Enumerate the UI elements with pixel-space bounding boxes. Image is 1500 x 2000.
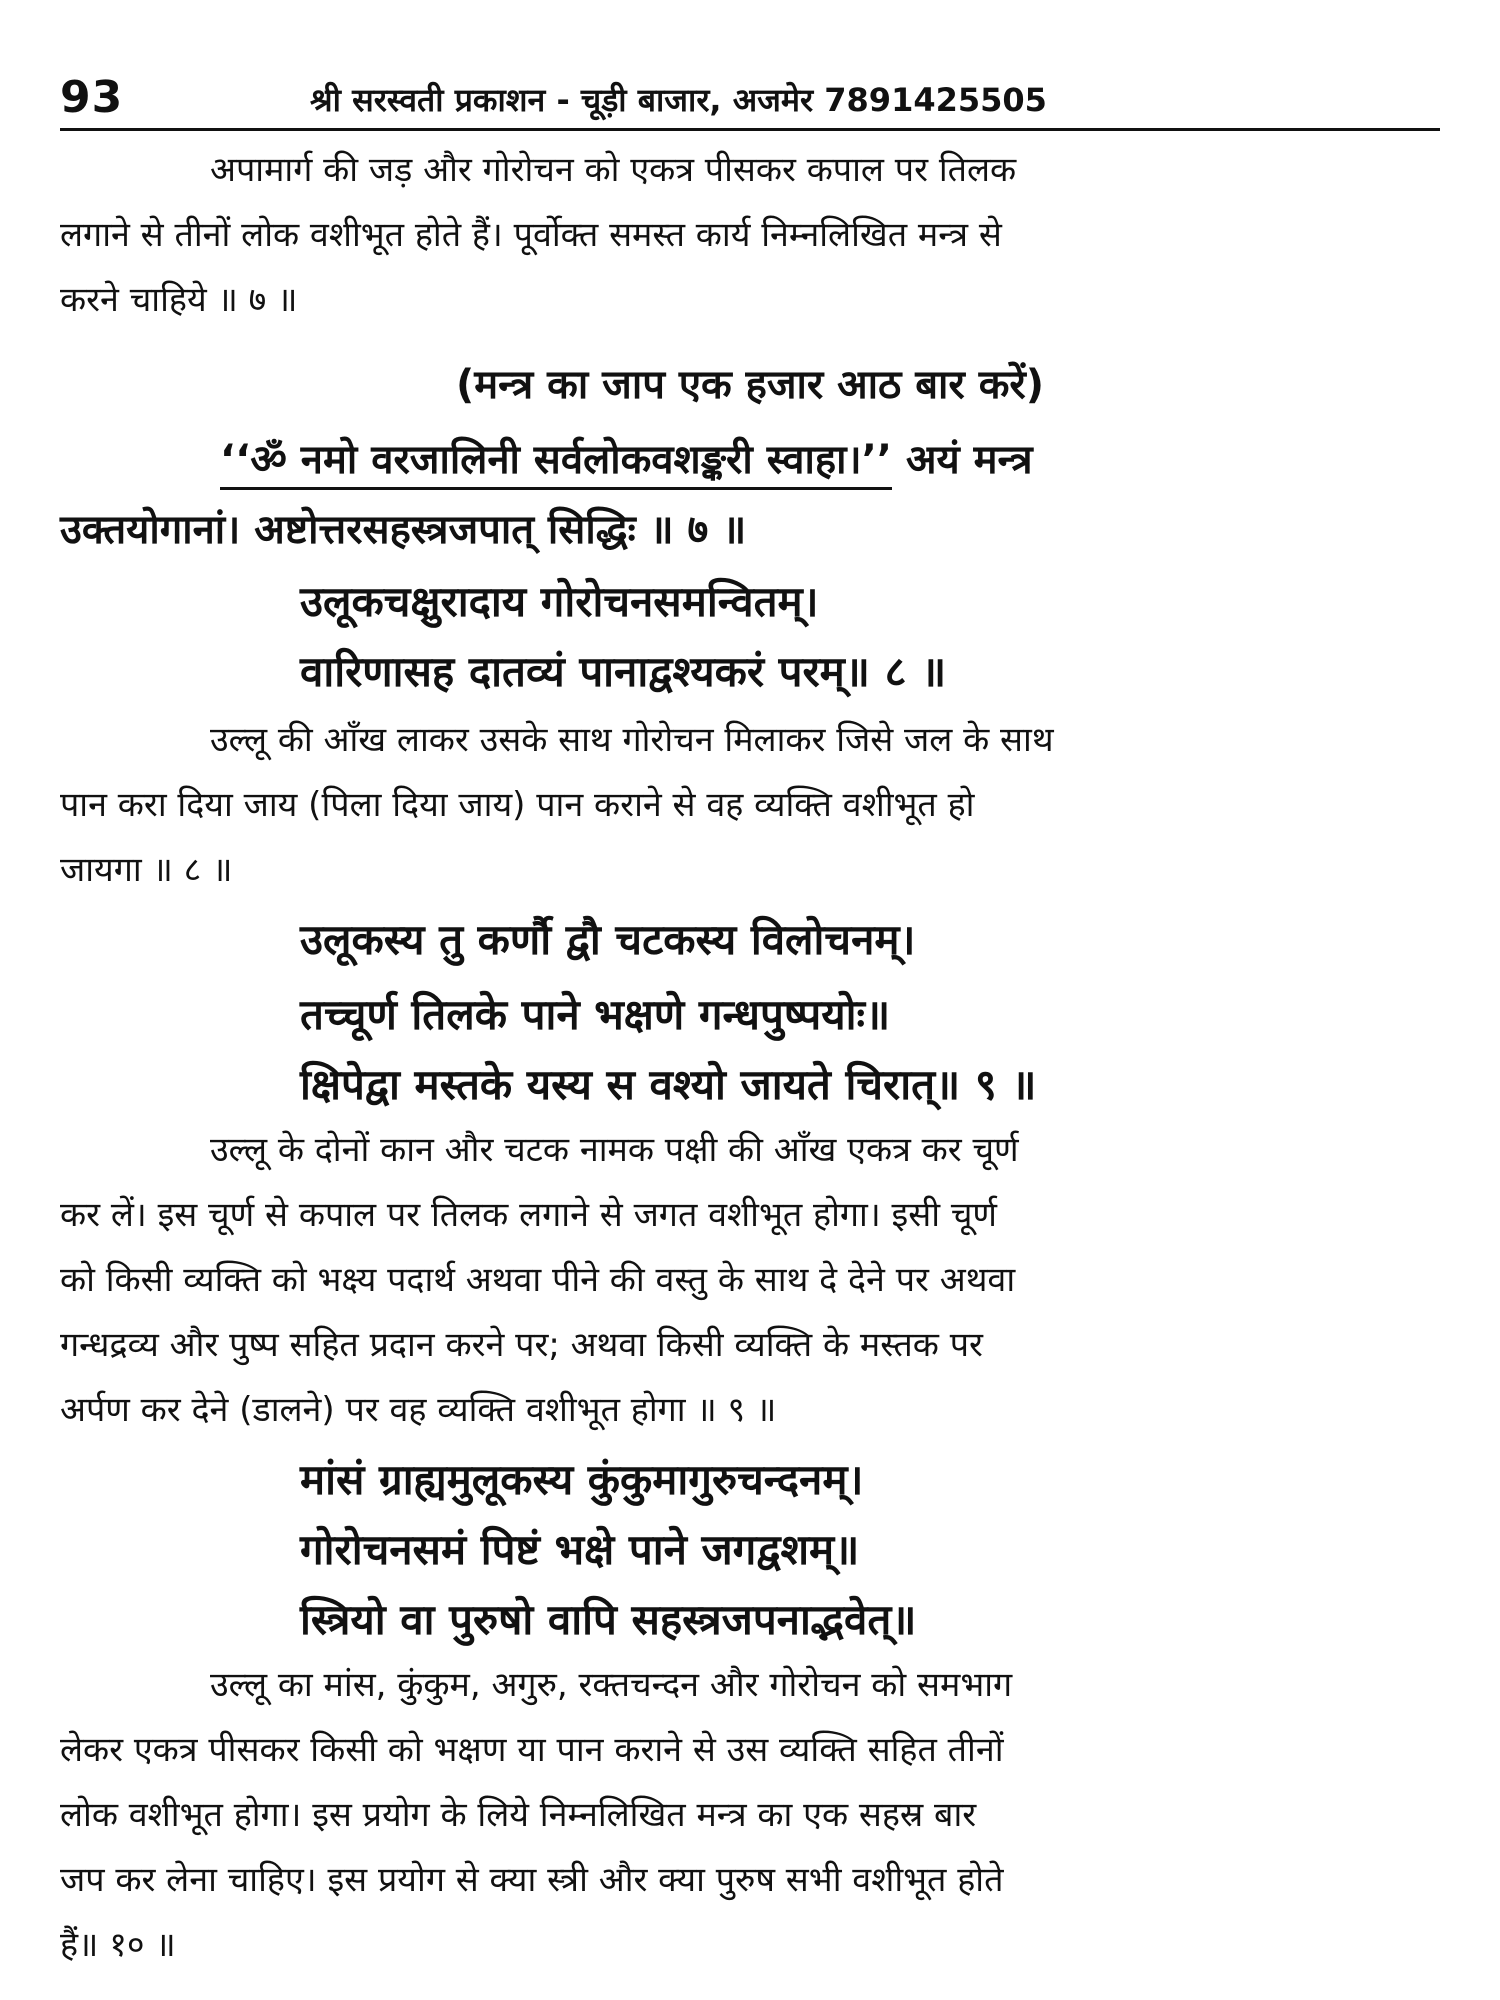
paragraph-line: उल्लू की आँख लाकर उसके साथ गोरोचन मिलाकर जिसे जल के साथ: [210, 720, 1054, 760]
verse-line: उलूकस्य तु कर्णौ द्वौ चटकस्य विलोचनम्।: [300, 915, 916, 964]
paragraph-line: करने चाहिये ॥ ७ ॥: [60, 280, 298, 320]
paragraph-line: हैं॥ १० ॥: [60, 1925, 176, 1965]
paragraph-line: लेकर एकत्र पीसकर किसी को भक्षण या पान कराने से उस व्यक्ति सहित तीनों: [60, 1730, 1004, 1770]
paragraph-line: लोक वशीभूत होगा। इस प्रयोग के लिये निम्नलिखित मन्त्र का एक सहस्र बार: [60, 1795, 977, 1835]
verse-line: तच्चूर्ण तिलके पाने भक्षणे गन्धपुष्पयोः॥: [300, 990, 891, 1039]
verse-line: क्षिपेद्वा मस्तके यस्य स वश्यो जायते चिरात्॥ ९ ॥: [300, 1060, 1037, 1109]
verse-line: उलूकचक्षुरादाय गोरोचनसमन्वितम्।: [300, 577, 819, 626]
verse-line: गोरोचनसमं पिष्टं भक्षे पाने जगद्वशम्॥: [300, 1525, 860, 1574]
mantra-line-2: उक्तयोगानां। अष्टोत्तरसहस्त्रजपात् सिद्धिः ॥ ७ ॥: [60, 507, 747, 553]
mantra-line: [60, 430, 1460, 490]
paragraph-line: को किसी व्यक्ति को भक्ष्य पदार्थ अथवा पीने की वस्तु के साथ दे देने पर अथवा: [60, 1260, 1016, 1300]
page-header: [60, 72, 1440, 131]
paragraph-line: अपामार्ग की जड़ और गोरोचन को एकत्र पीसकर कपाल पर तिलक: [210, 150, 1017, 190]
mantra-quote: ‘‘ॐ नमो वरजालिनी सर्वलोकवशङ्करी स्वाहा।’’: [220, 430, 892, 490]
paragraph-line: लगाने से तीनों लोक वशीभूत होते हैं। पूर्वोक्त समस्त कार्य निम्नलिखित मन्त्र से: [60, 215, 1002, 255]
paragraph-line: उल्लू के दोनों कान और चटक नामक पक्षी की आँख एकत्र कर चूर्ण: [210, 1130, 1019, 1170]
verse-line: स्त्रियो वा पुरुषो वापि सहस्त्रजपनाद्भवेत्॥: [300, 1595, 917, 1644]
paragraph-line: उल्लू का मांस, कुंकुम, अगुरु, रक्तचन्दन और गोरोचन को समभाग: [210, 1665, 1013, 1705]
mantra-heading: (मन्त्र का जाप एक हजार आठ बार करें): [455, 362, 1045, 408]
paragraph-line: अर्पण कर देने (डालने) पर वह व्यक्ति वशीभूत होगा ॥ ९ ॥: [60, 1390, 777, 1430]
paragraph-line: पान करा दिया जाय (पिला दिया जाय) पान कराने से वह व्यक्ति वशीभूत हो: [60, 785, 975, 825]
page-number: 93: [60, 72, 124, 123]
paragraph-line: गन्धद्रव्य और पुष्प सहित प्रदान करने पर; अथवा किसी व्यक्ति के मस्तक पर: [60, 1325, 983, 1365]
mantra-tail: अयं मन्त्र: [892, 437, 1033, 483]
paragraph-line: जप कर लेना चाहिए। इस प्रयोग से क्या स्त्री और क्या पुरुष सभी वशीभूत होते: [60, 1860, 1004, 1900]
publisher-line: श्री सरस्वती प्रकाशन - चूड़ी बाजार, अजमेर 7891425505: [310, 81, 1047, 119]
paragraph-line: कर लें। इस चूर्ण से कपाल पर तिलक लगाने से जगत वशीभूत होगा। इसी चूर्ण: [60, 1195, 998, 1235]
verse-line: वारिणासह दातव्यं पानाद्वश्यकरं परम्॥ ८ ॥: [300, 647, 947, 696]
paragraph-line: जायगा ॥ ८ ॥: [60, 850, 233, 890]
verse-line: मांसं ग्राह्यमुलूकस्य कुंकुमागुरुचन्दनम्।: [300, 1455, 864, 1504]
